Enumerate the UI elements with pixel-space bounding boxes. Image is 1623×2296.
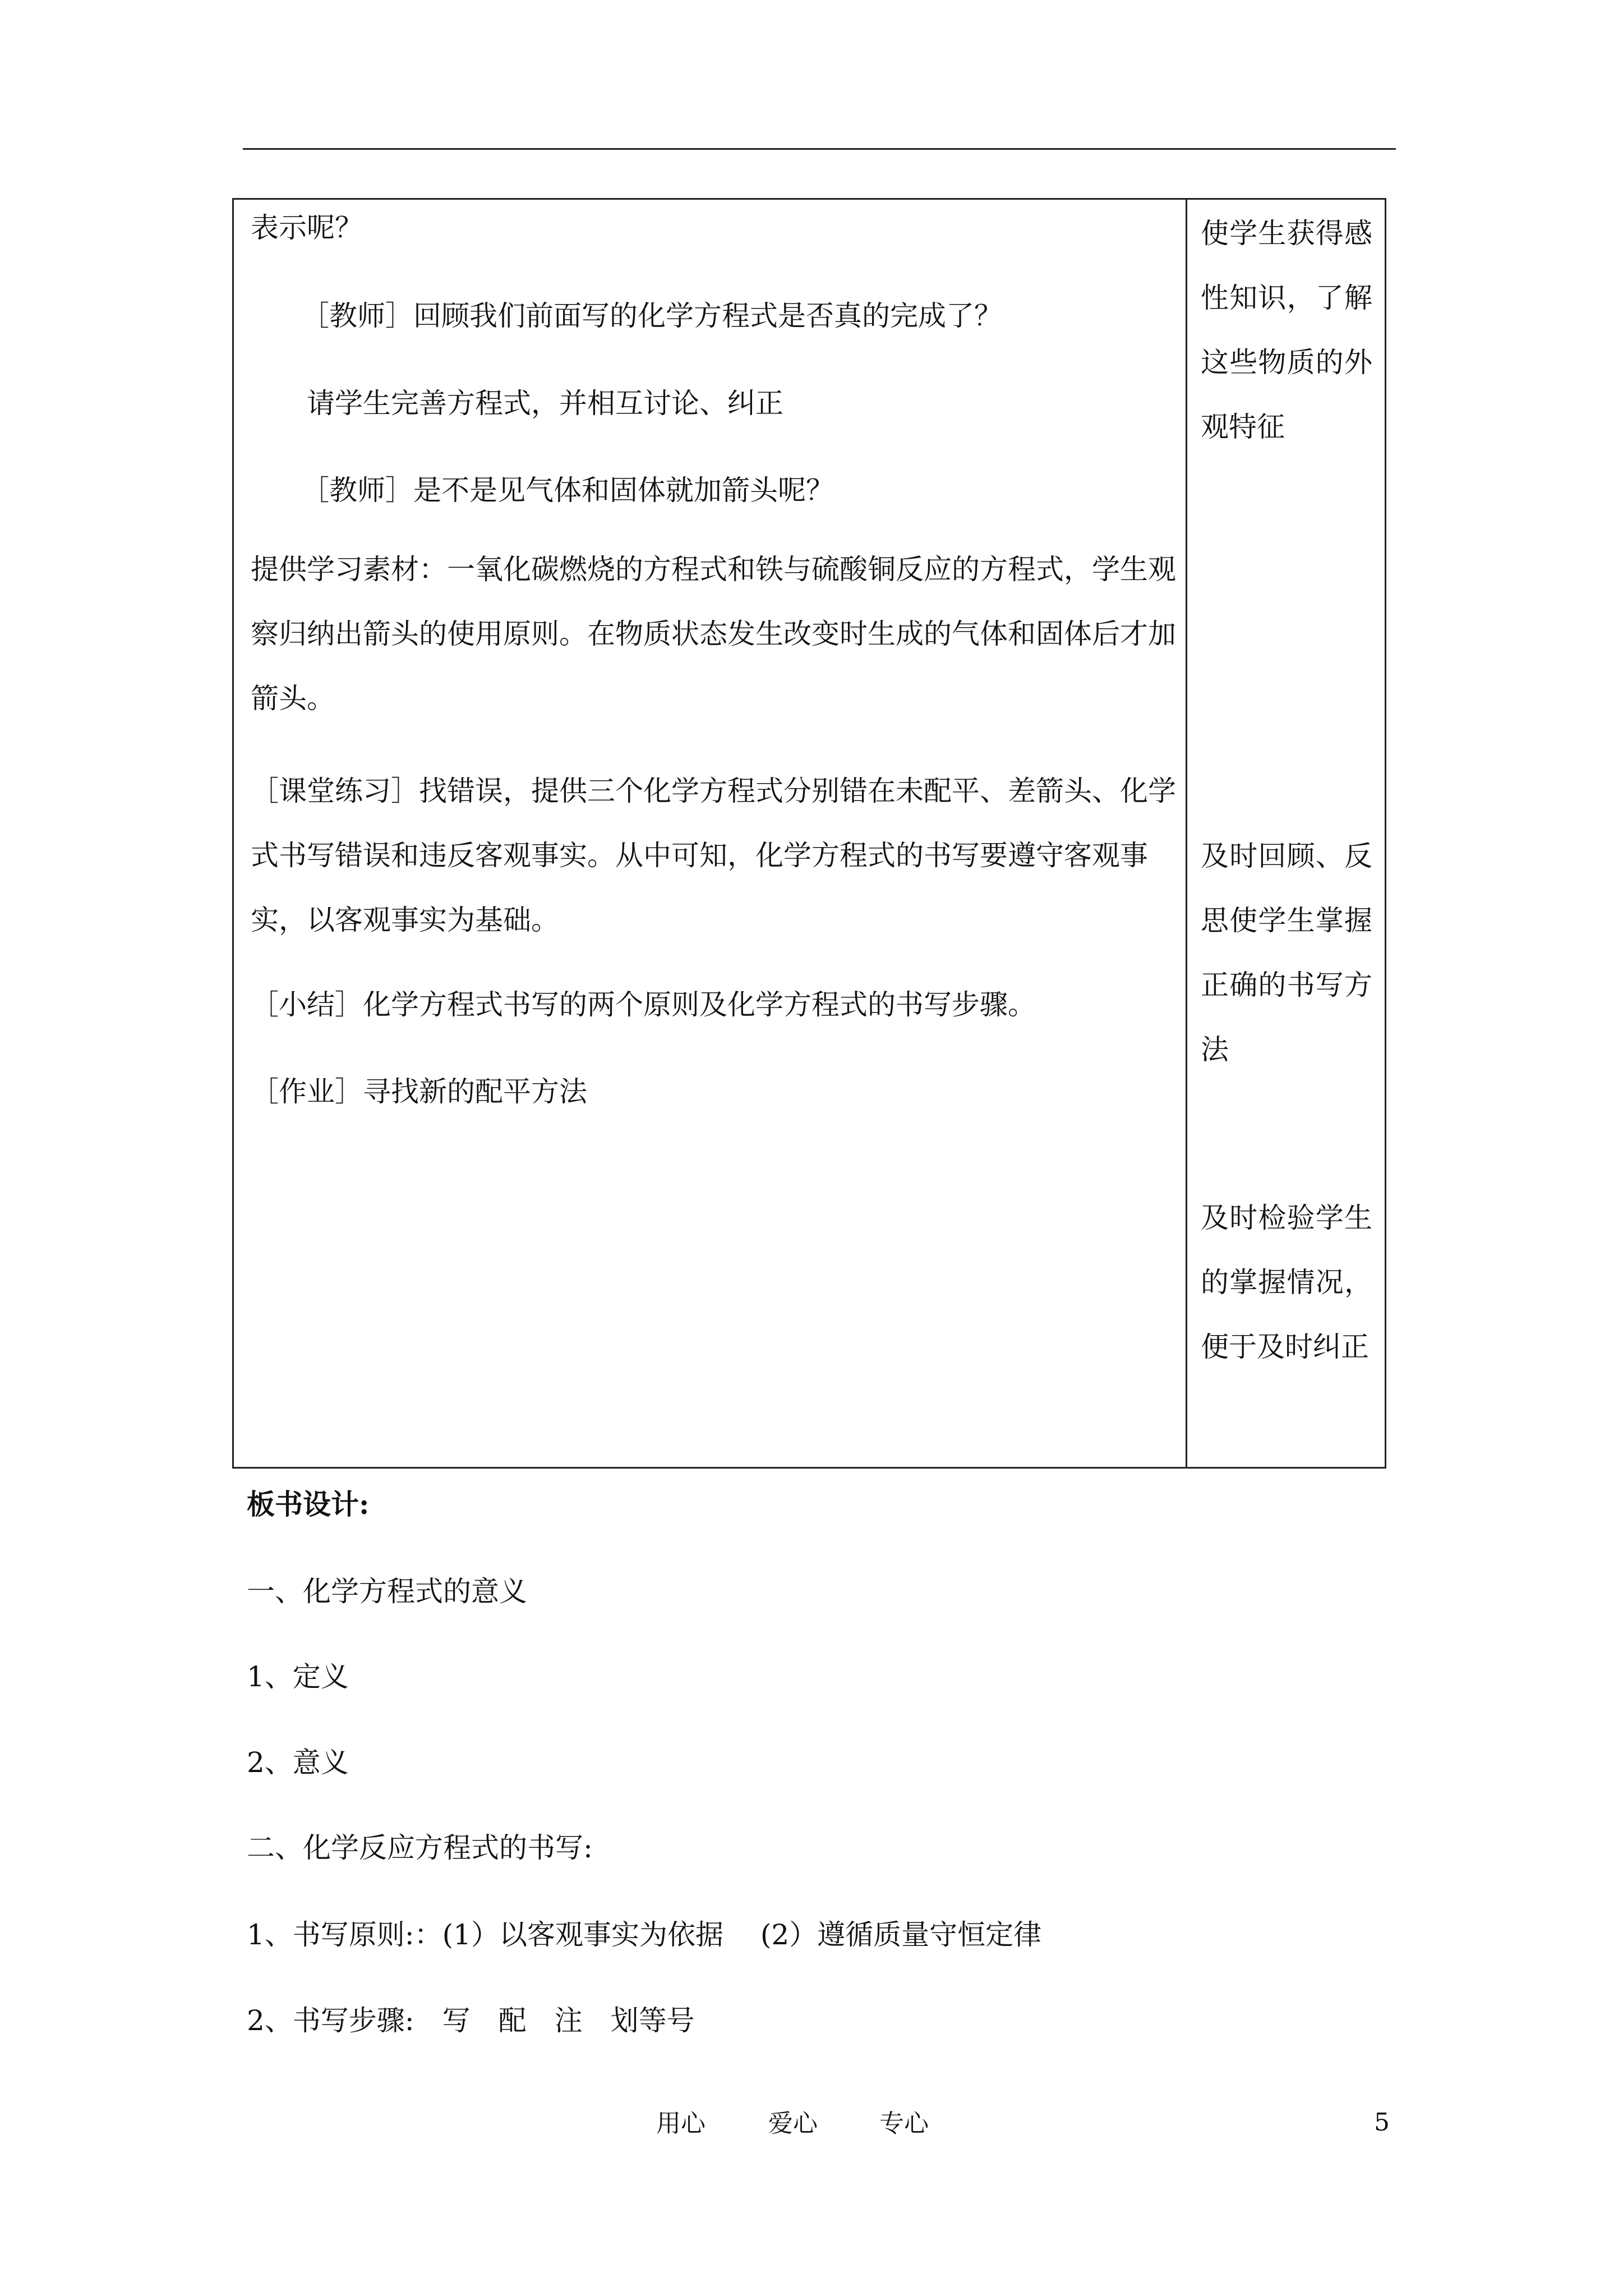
page-number: 5 bbox=[1374, 2108, 1390, 2137]
board-item: 一、化学方程式的意义 bbox=[247, 1575, 527, 1608]
board-item: 1、书写原则:：(1）以客观事实为依据 (2）遵循质量守恒定律 bbox=[247, 1918, 1042, 1951]
board-item: 二、化学反应方程式的书写: bbox=[247, 1832, 593, 1864]
board-item: 1、定义 bbox=[247, 1660, 349, 1693]
footer-motto: 用心 bbox=[656, 2109, 706, 2138]
lesson-table bbox=[232, 198, 1386, 1469]
footer-motto: 爱心 bbox=[768, 2109, 818, 2138]
student-activity: 请学生完善方程式，并相互讨论、纠正 bbox=[307, 387, 783, 420]
classroom-exercise-paragraph: ［课堂练习］找错误，提供三个化学方程式分别错在未配平、差箭头、化学式书写错误和违反客观事实。从中可知，化学方程式的书写要遵守客观事实，以客观事实为基础。 bbox=[251, 775, 1176, 936]
board-item: 2、意义 bbox=[247, 1746, 349, 1779]
teacher-prompt: ［教师］回顾我们前面写的化学方程式是否真的完成了？ bbox=[301, 300, 1002, 332]
teaching-process-column bbox=[251, 200, 1182, 1467]
design-note: 使学生获得感性知识，了解这些物质的外观特征 bbox=[1201, 217, 1372, 443]
summary-line: ［小结］化学方程式书写的两个原则及化学方程式的书写步骤。 bbox=[251, 988, 1036, 1021]
teacher-prompt: ［教师］是不是见气体和固体就加箭头呢？ bbox=[301, 474, 834, 507]
learning-material-paragraph: 提供学习素材：一氧化碳燃烧的方程式和铁与硫酸铜反应的方程式，学生观察归纳出箭头的使用原则。在物质状态发生改变时生成的气体和固体后才加箭头。 bbox=[251, 553, 1176, 715]
column-divider bbox=[1186, 200, 1187, 1467]
board-design-heading: 板书设计: bbox=[247, 1488, 370, 1521]
footer-motto: 专心 bbox=[879, 2109, 929, 2138]
design-note: 及时检验学生的掌握情况，便于及时纠正 bbox=[1201, 1202, 1372, 1363]
homework-line: ［作业］寻找新的配平方法 bbox=[251, 1075, 587, 1108]
design-note: 及时回顾、反思使学生掌握正确的书写方法 bbox=[1201, 840, 1372, 1066]
design-intent-column bbox=[1201, 200, 1379, 1467]
text-line: 表示呢？ bbox=[251, 211, 363, 244]
board-item: 2、书写步骤: 写 配 注 划等号 bbox=[247, 2004, 695, 2037]
header-rule bbox=[243, 148, 1396, 150]
